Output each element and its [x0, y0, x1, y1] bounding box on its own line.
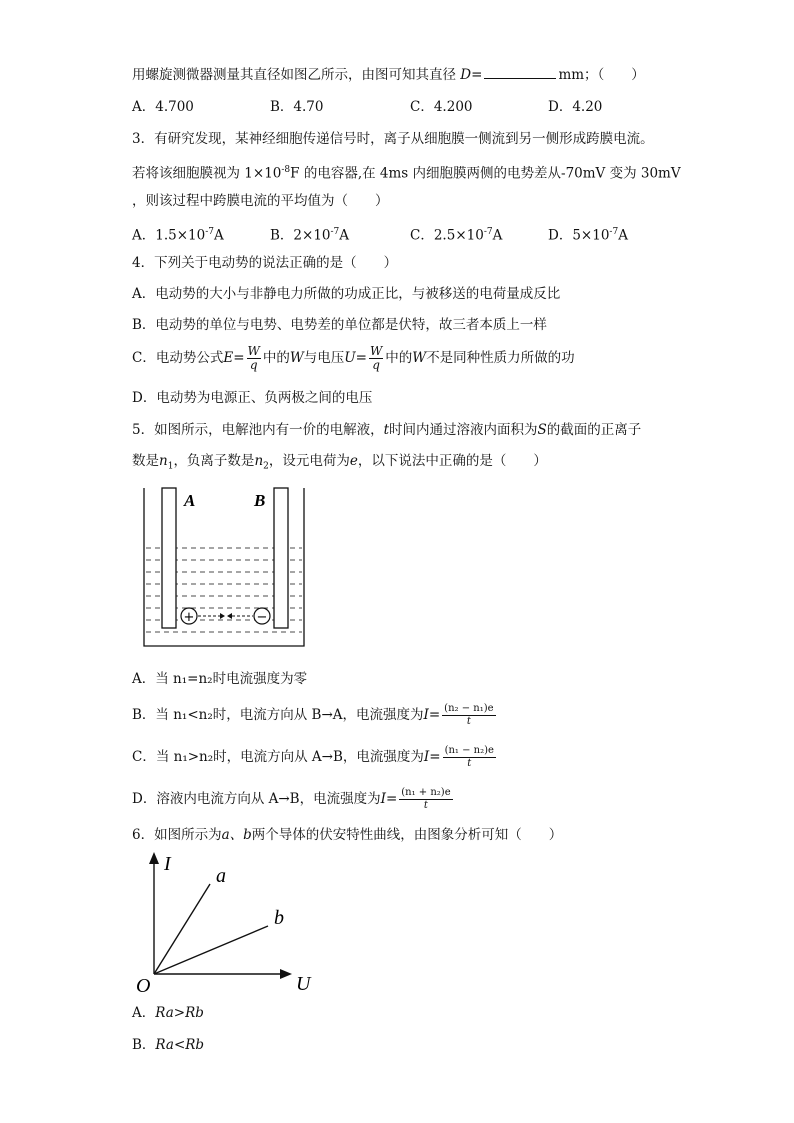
- line-a-label: a: [216, 865, 226, 887]
- q2-option-c[interactable]: C．4.200: [410, 99, 473, 115]
- line-b-label: b: [274, 907, 284, 929]
- q3-stem-line3: ，则该过程中跨膜电流的平均值为（ ）: [132, 193, 389, 209]
- q5-option-a[interactable]: A．当 n₁=n₂时电流强度为零: [132, 671, 308, 687]
- q4-stem: 4．下列关于电动势的说法正确的是（ ）: [132, 255, 398, 271]
- q2-stem: 用螺旋测微器测量其直径如图乙所示，由图可知其直径 D= mm；（ ）: [132, 67, 645, 83]
- q4-option-b[interactable]: B．电动势的单位与电势、电势差的单位都是伏特，故三者本质上一样: [132, 317, 547, 333]
- iu-characteristic-figure: [128, 846, 328, 998]
- formula-u-fraction: $\frac{W}{q}$: [369, 344, 383, 372]
- answer-blank[interactable]: [484, 66, 556, 79]
- y-axis-arrow-icon: [149, 852, 159, 864]
- q3-stem-line2: 若将该细胞膜视为 $1\times 10^{-8}F$ 的电容器,在 4ms 内细胞膜两侧的电势差从-70mV 变为 30mV: [132, 165, 681, 182]
- q3-stem-line1: 3．有研究发现，某神经细胞传递信号时，离子从细胞膜一侧流到另一侧形成跨膜电流。: [132, 131, 654, 147]
- x-axis-arrow-icon: [280, 969, 292, 979]
- electrode-b: [274, 488, 288, 628]
- q3-option-d[interactable]: D．$5\times 10^{-7}A$: [548, 227, 628, 244]
- electrode-a: [162, 488, 176, 628]
- q2-option-d[interactable]: D．4.20: [548, 99, 603, 115]
- x-axis-label: U: [296, 973, 311, 995]
- line-b: [154, 926, 268, 974]
- q5-option-c[interactable]: C．当 n₁>n₂时，电流方向从 A→B，电流强度为I= $\frac{\text{(n₁ − n₂)e}}{t}$: [132, 745, 494, 769]
- q3-option-c[interactable]: C．$2.5\times 10^{-7}A$: [410, 227, 503, 244]
- q3-option-b[interactable]: B．$2\times 10^{-7}A$: [270, 227, 350, 244]
- y-axis-label: I: [164, 853, 171, 875]
- q6-stem: 6．如图所示为a、b两个导体的伏安特性曲线，由图象分析可知（ ）: [132, 827, 563, 843]
- q5-stem-line2: 数是$n_1$，负离子数是$n_2$，设元电荷为e，以下说法中正确的是（ ）: [132, 453, 547, 472]
- q5-stem-line1: 5．如图所示，电解池内有一价的电解液，t时间内通过溶液内面积为S的截面的正离子: [132, 422, 642, 438]
- electrolytic-cell-figure: [140, 484, 310, 654]
- q2-option-a[interactable]: A．4.700: [132, 99, 194, 115]
- formula-e-fraction: $\frac{W}{q}$: [247, 344, 260, 372]
- origin-label: O: [136, 975, 151, 997]
- q5-option-b[interactable]: B．当 n₁<n₂时，电流方向从 B→A，电流强度为I= $\frac{\text{(n₂ − n₁)e}}{t}$: [132, 703, 494, 727]
- q4-option-c[interactable]: C．电动势公式E= $\frac{W}{q}$ 中的W与电压U= $\frac{W}{q}$ 中的W不是同种性质力所做的功: [132, 344, 575, 372]
- q4-option-a[interactable]: A．电动势的大小与非静电力所做的功成正比，与被移送的电荷量成反比: [132, 286, 561, 302]
- q3-option-a[interactable]: A．$1.5\times 10^{-7}A$: [132, 227, 224, 244]
- q5-option-d[interactable]: D．溶液内电流方向从 A→B，电流强度为I= $\frac{\text{(n₁ + n₂)e}}{t}$: [132, 787, 451, 811]
- svg-text:−: −: [256, 610, 268, 625]
- label-b: B: [254, 491, 266, 510]
- q6-option-a[interactable]: A．Ra>Rb: [132, 1005, 204, 1021]
- label-a: A: [184, 491, 196, 510]
- q4-option-d[interactable]: D．电动势为电源正、负两极之间的电压: [132, 390, 373, 406]
- q2-option-b[interactable]: B．4.70: [270, 99, 324, 115]
- line-a: [154, 884, 210, 974]
- q6-option-b[interactable]: B．Ra<Rb: [132, 1037, 205, 1053]
- svg-text:+: +: [183, 610, 195, 625]
